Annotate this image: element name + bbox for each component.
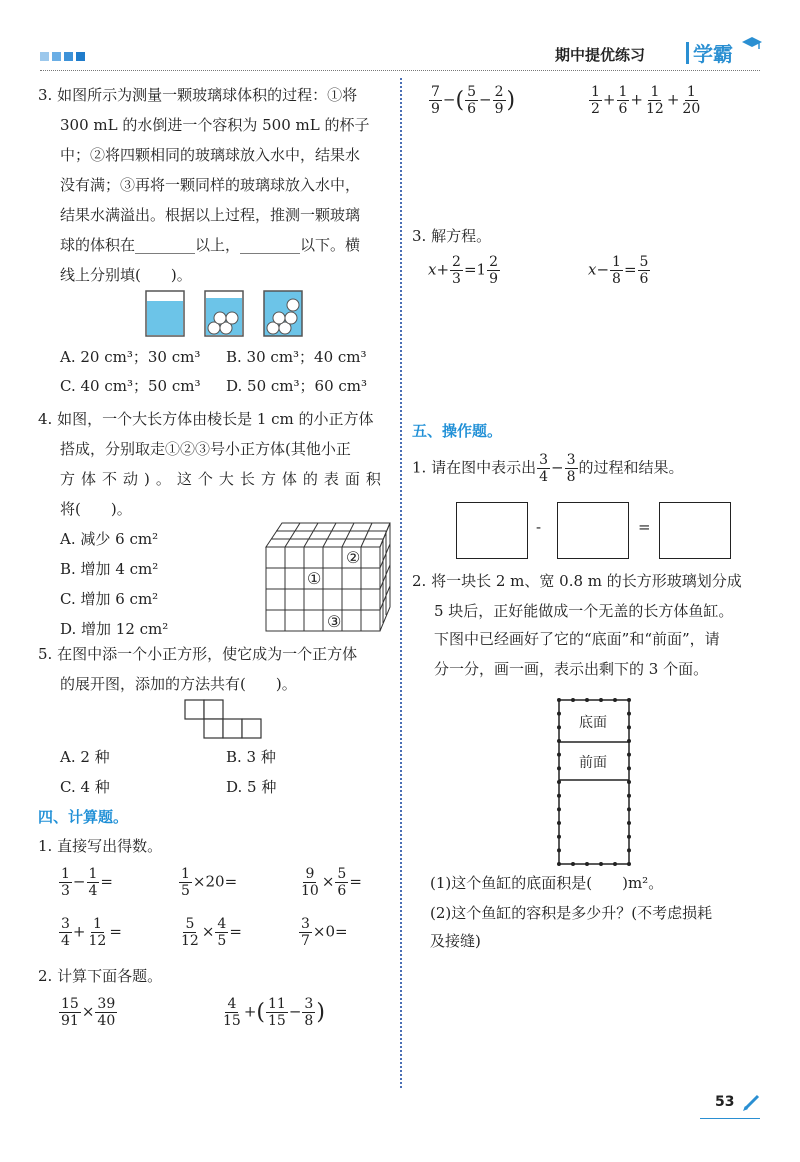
grid-dot [627,698,631,702]
header-square-2 [52,52,61,61]
grid-dot [627,794,631,798]
q3-line-5: 结果水满溢出。根据以上过程，推测一颗玻璃 [60,206,361,224]
calc-1: $\frac{1}{3}$ − $\frac{1}{4}$ = [61,866,113,899]
q3-line-3: 中；②将四颗相同的玻璃球放入水中，结果水 [60,146,361,164]
q3-option-b[interactable]: B. 30 cm³；40 cm³ [226,348,367,366]
grid-dot [557,835,561,839]
grid-dot [627,821,631,825]
grid-dot [557,753,561,757]
section-5-title: 五、操作题。 [412,422,503,440]
sec5-q2-line-4: 分一分，画一画，表示出剩下的 3 个面。 [434,660,709,678]
header-title: 期中提优练习 [555,46,646,64]
grid-dot [585,698,589,702]
cup-3 [264,291,302,336]
grid-dot [627,753,631,757]
aquarium-grid[interactable] [555,696,635,868]
header-square-3 [64,52,73,61]
header-divider [40,70,760,71]
grid-dot [557,698,561,702]
graduation-cap-icon [742,36,762,50]
q3-option-a[interactable]: A. 20 cm³；30 cm³ [60,348,201,366]
grid-dot [557,766,561,770]
drawing-box-2[interactable] [557,502,629,559]
calc-5: $\frac{5}{12}$ × $\frac{4}{5}$ = [181,916,242,949]
equation-1: x+ $\frac{2}{3}$ =1 $\frac{2}{9}$ [428,254,499,287]
q4-option-b[interactable]: B. 增加 4 cm² [60,560,159,578]
grid-dot [599,862,603,866]
header-brand: 学霸 [693,42,733,66]
calc-6: $\frac{3}{7}$ ×0= [301,916,348,949]
grid-dot [627,766,631,770]
cube-label-3: ③ [327,612,342,631]
calc-8: $\frac{4}{15}$ +( $\frac{11}{15}$ − $\frac{3}{8}$ ) [223,996,325,1029]
calc-4: $\frac{3}{4}$ + $\frac{1}{12}$ = [61,916,122,949]
q3-line-4: 没有满；③再将一颗同样的玻璃球放入水中， [60,176,361,194]
grid-dot [585,862,589,866]
grid-dot [571,862,575,866]
q4-option-a[interactable]: A. 减少 6 cm² [60,530,159,548]
sec5-q2-line-1: 2. 将一块长 2 m、宽 0.8 m 的长方形玻璃划分成 [412,572,742,590]
q3-option-d[interactable]: D. 50 cm³；60 cm³ [226,377,368,395]
cube-label-2: ② [346,548,361,567]
drawing-box-1[interactable] [456,502,528,559]
sec4-q2-title: 2. 计算下面各题。 [38,967,163,985]
grid-dot [557,780,561,784]
sec5-q2-line-2: 5 块后，正好能做成一个无盖的长方体鱼缸。 [434,602,734,620]
sec4-q1-title: 1. 直接写出得数。 [38,837,163,855]
q4-option-c[interactable]: C. 增加 6 cm² [60,590,159,608]
drawing-box-3[interactable] [659,502,731,559]
q3-line-2: 300 mL 的水倒进一个容积为 500 mL 的杯子 [60,116,370,134]
grid-dot [557,862,561,866]
q3-line-7: 线上分别填( )。 [60,266,192,284]
cuboid-figure [262,520,392,632]
q5-line-1: 5. 在图中添一个小正方形，使它成为一个正方体 [38,645,358,663]
grid-label-bottom: 底面 [579,715,607,731]
q3-option-c[interactable]: C. 40 cm³；50 cm³ [60,377,201,395]
column-divider [400,78,402,1088]
grid-dot [557,848,561,852]
q5-line-2: 的展开图，添加的方法共有( )。 [60,675,297,693]
q5-option-c[interactable]: C. 4 种 [60,778,110,796]
calc-2: $\frac{1}{5}$ ×20= [181,866,238,899]
grid-dot [627,862,631,866]
grid-dot [557,794,561,798]
q3-line-1: 3. 如图所示为测量一颗玻璃球体积的过程：①将 [38,86,358,104]
cup-2 [205,291,243,336]
sec5-q1-post: 的过程和结果。 [578,458,684,477]
sec5-q2-line-3: 下图中已经画好了它的“底面”和“前面”，请 [434,630,720,648]
grid-dot [571,698,575,702]
q3-line-6: 球的体积在________以上，________以下。横 [60,236,361,254]
grid-dot [557,821,561,825]
grid-dot [613,698,617,702]
grid-dot [557,739,561,743]
calc-10: $\frac{1}{2}$ + $\frac{1}{6}$ + $\frac{1}{12}$ + $\frac{1}{20}$ [591,84,701,117]
cube-label-1: ① [307,569,322,588]
pencil-icon [742,1094,762,1112]
sec5-sub2-line-1: (2)这个鱼缸的容积是多少升？(不考虑损耗 [430,904,713,922]
header-square-1 [40,52,49,61]
cups-figure [140,288,310,340]
equation-2: x− $\frac{1}{8}$ = $\frac{5}{6}$ [588,254,649,287]
sec5-q1-pre: 1. 请在图中表示出 [412,458,537,477]
q4-line-1: 4. 如图，一个大长方体由棱长是 1 cm 的小正方体 [38,410,374,428]
sec5-sub2-line-2: 及接缝) [430,932,481,950]
q5-option-d[interactable]: D. 5 种 [226,778,277,796]
q5-option-a[interactable]: A. 2 种 [60,748,110,766]
calc-9: $\frac{7}{9}$ −( $\frac{5}{6}$ − $\frac{2}{9}$ ) [431,84,516,117]
equals-sign: = [638,518,651,536]
calc-3: $\frac{9}{10}$ × $\frac{5}{6}$ = [301,866,362,899]
footer-line [700,1118,760,1119]
cup-1 [146,291,184,336]
grid-dot [627,739,631,743]
grid-dot [627,712,631,716]
r-q3-title: 3. 解方程。 [412,227,492,245]
grid-dot [627,807,631,811]
grid-dot [557,725,561,729]
grid-dot [627,780,631,784]
net-figure [183,698,265,740]
q4-line-3: 方体不动)。这个大长方体的表面积 [60,470,387,488]
header-square-4 [76,52,85,61]
page-number: 53 [715,1094,735,1110]
section-4-title: 四、计算题。 [38,808,129,826]
grid-dot [599,698,603,702]
sec5-q1: 1. 请在图中表示出 $\frac{3}{4}$ − $\frac{3}{8}$ 的过程和结果。 [412,452,684,485]
q4-line-4: 将( )。 [60,500,132,518]
sec5-sub1: (1)这个鱼缸的底面积是( )m²。 [430,874,664,892]
grid-dot [627,725,631,729]
q4-line-2: 搭成，分别取走①②③号小正方体(其他小正 [60,440,351,458]
grid-dot [627,848,631,852]
calc-7: $\frac{15}{91}$ × $\frac{39}{40}$ [61,996,116,1029]
grid-dot [613,862,617,866]
grid-dot [557,712,561,716]
minus-sign: - [536,518,542,536]
header-bar [686,42,689,64]
q5-option-b[interactable]: B. 3 种 [226,748,276,766]
grid-dot [627,835,631,839]
grid-dot [557,807,561,811]
grid-label-front: 前面 [579,755,607,771]
q4-option-d[interactable]: D. 增加 12 cm² [60,620,169,638]
